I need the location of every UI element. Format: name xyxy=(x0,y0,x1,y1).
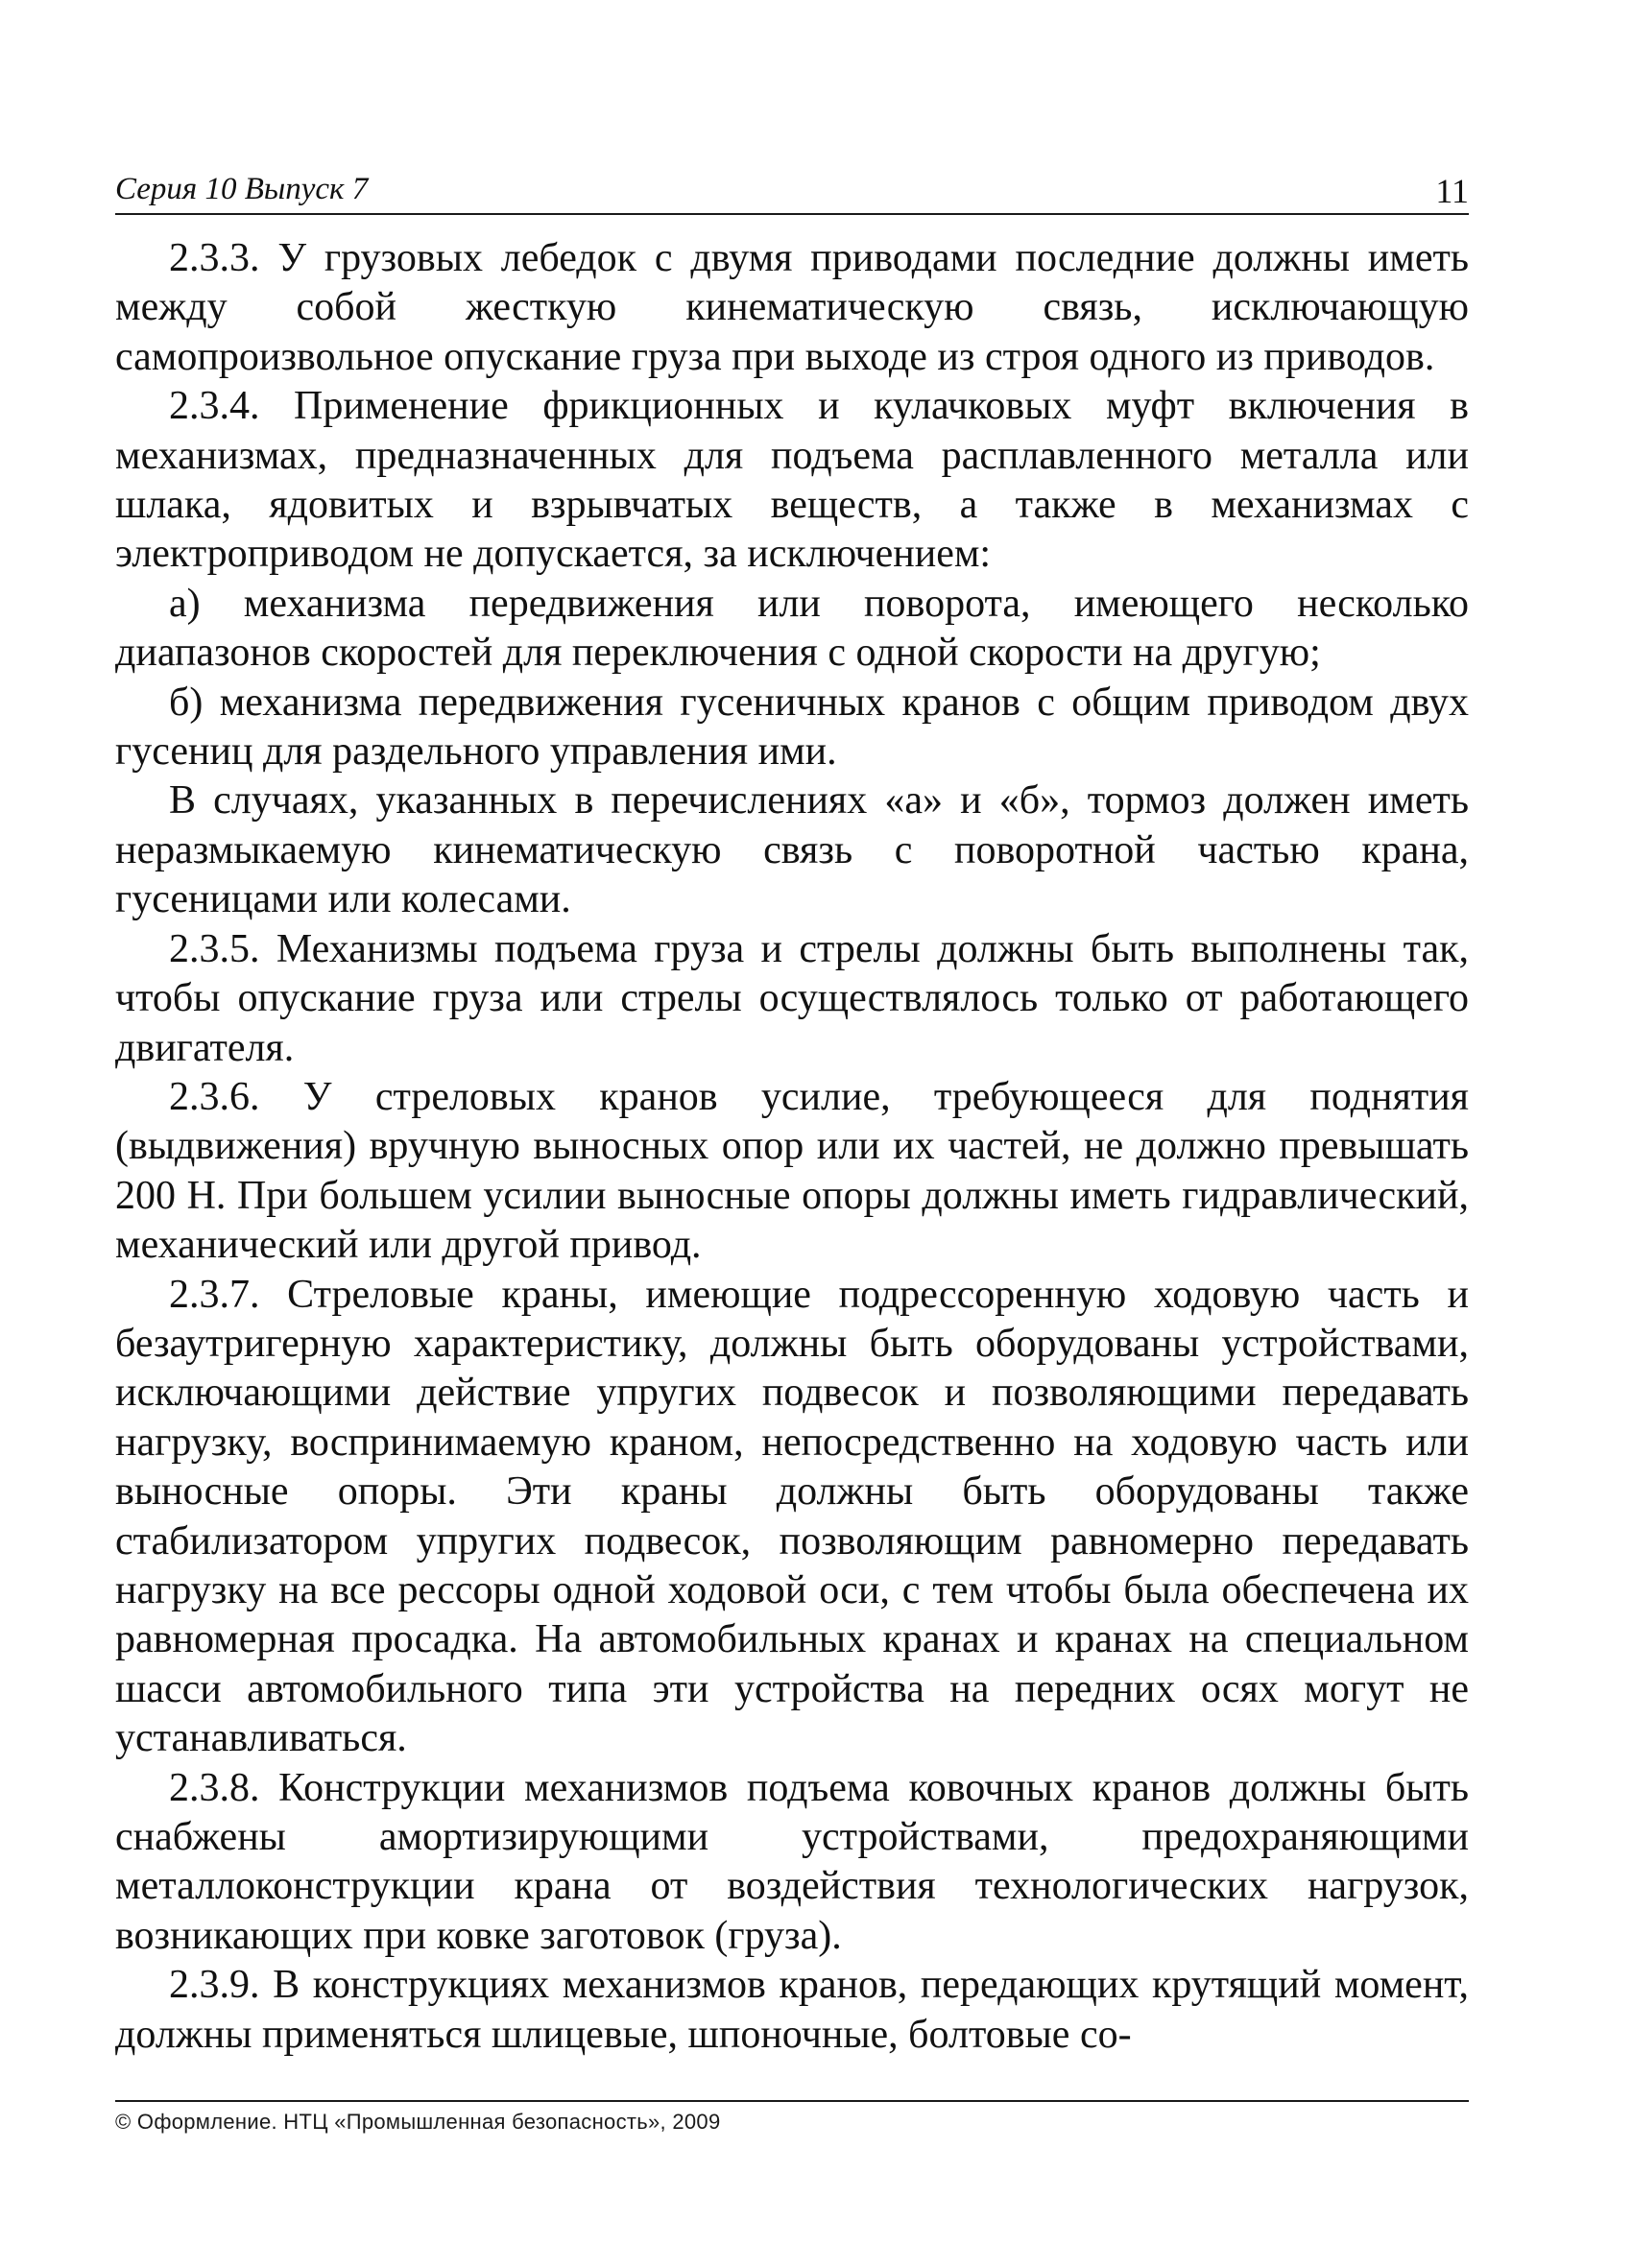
page-body xyxy=(115,234,1469,2060)
paragraph-2-3-8: 2.3.8. Конструкции механизмов подъема ковочных кранов должны быть снабжены амортизирующими устройствами, предохраняющими металлоконструкции крана от воздействия технологических нагрузок, возникающих при ковке заготовок (груза). xyxy=(115,1765,1469,1958)
paragraph-2-3-4: 2.3.4. Применение фрикционных и кулачковых муфт включения в механизмах, предназначенных для подъема расплавленного металла или шлака, ядовитых и взрывчатых веществ, а также в механизмах с электроприводом не допускается, за исключением: xyxy=(115,384,1469,577)
series-label: Серия 10 Выпуск 7 xyxy=(115,172,369,206)
list-item-a: а) механизма передвижения или поворота, имеющего несколько диапазонов скоростей для переключения с одной скорости на другую; xyxy=(115,581,1469,676)
paragraph-2-3-5: 2.3.5. Механизмы подъема груза и стрелы должны быть выполнены так, чтобы опускание груза или стрелы осуществлялось только от работающего двигателя. xyxy=(115,926,1469,1070)
paragraph-2-3-3: 2.3.3. У грузовых лебедок с двумя приводами последние должны иметь между собой жесткую кинематическую связь, исключающую самопроизвольное опускание груза при выходе из строя одного из приводов. xyxy=(115,236,1469,379)
paragraph-2-3-9: 2.3.9. В конструкциях механизмов кранов, передающих крутящий момент, должны применяться шлицевые, шпоночные, болтовые со- xyxy=(115,1963,1469,2057)
paragraph-2-3-6: 2.3.6. У стреловых кранов усилие, требующееся для поднятия (выдвижения) вручную выносных опор или их частей, не должно превышать 200 Н. При большем усилии выносные опоры должны иметь гидравлический, механический или другой привод. xyxy=(115,1074,1469,1268)
list-item-b: б) механизма передвижения гусеничных кранов с общим приводом двух гусениц для раздельного управления ими. xyxy=(115,680,1469,775)
footer-divider xyxy=(115,2100,1469,2102)
page-number: 11 xyxy=(1435,172,1469,210)
running-header xyxy=(115,163,1469,215)
paragraph-2-3-7: 2.3.7. Стреловые краны, имеющие подрессоренную ходовую часть и безаутригерную характеристику, должны быть оборудованы устройствами, исключающими действие упругих подвесок и позволяющими передавать нагрузку, воспринимаемую краном, непосредственно на ходовую часть или выносные опоры. Эти краны должны быть оборудованы также стабилизатором упругих подвесок, позволяющим равномерно передавать нагрузку на все рессоры одной ходовой оси, с тем чтобы была обеспечена их равномерная просадка. На автомобильных кранах и кранах на специальном шасси автомобильного типа эти устройства на передних осях могут не устанавливаться. xyxy=(115,1272,1469,1761)
paragraph-note: В случаях, указанных в перечислениях «а» и «б», тормоз должен иметь неразмыкаемую кинематическую связь с поворотной частью крана, гусеницами или колесами. xyxy=(115,778,1469,922)
footer-copyright: © Оформление. НТЦ «Промышленная безопасность», 2009 xyxy=(115,2110,721,2134)
